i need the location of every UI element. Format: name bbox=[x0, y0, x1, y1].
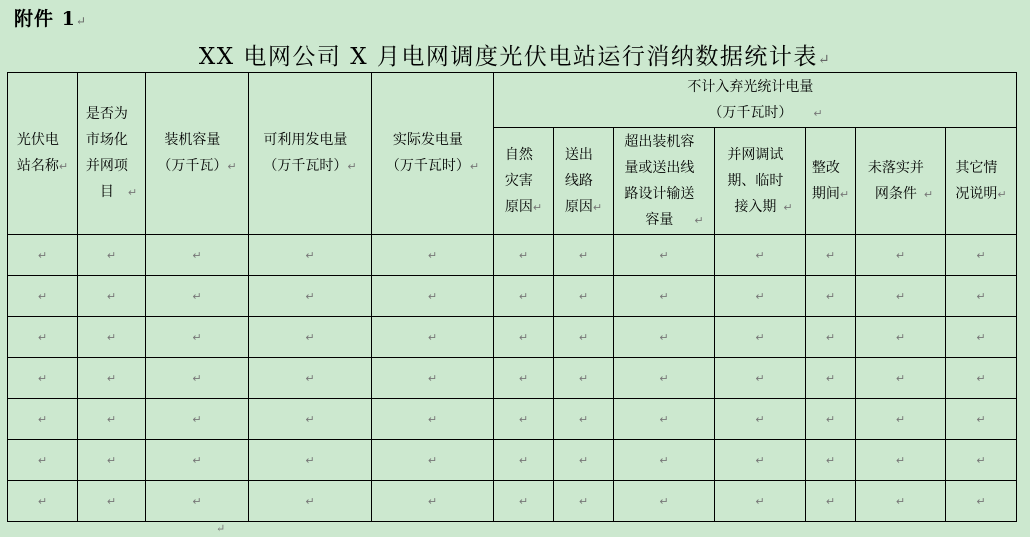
paragraph-mark: ↵ bbox=[192, 494, 202, 508]
paragraph-mark: ↵ bbox=[518, 371, 529, 385]
table-cell[interactable] bbox=[614, 358, 715, 399]
paragraph-mark: ↵ bbox=[755, 494, 765, 508]
paragraph-mark: ↵ bbox=[578, 248, 589, 262]
table-cell[interactable] bbox=[249, 276, 372, 317]
paragraph-mark: ↵ bbox=[192, 371, 202, 385]
table-cell[interactable] bbox=[249, 481, 372, 522]
header-available-generation: 可利用发电量 （万千瓦时）↵ bbox=[249, 73, 372, 235]
paragraph-mark: ↵ bbox=[895, 453, 906, 467]
table-cell[interactable] bbox=[372, 276, 494, 317]
table-cell[interactable] bbox=[554, 317, 614, 358]
paragraph-mark: ↵ bbox=[427, 494, 438, 508]
statistics-table bbox=[7, 72, 1017, 522]
paragraph-mark: ↵ bbox=[578, 494, 589, 508]
table-cell[interactable] bbox=[715, 276, 806, 317]
paragraph-mark: ↵ bbox=[37, 248, 48, 262]
paragraph-mark: ↵ bbox=[659, 494, 669, 508]
paragraph-mark: ↵ bbox=[755, 453, 765, 467]
paragraph-mark: ↵ bbox=[192, 330, 202, 344]
paragraph-mark: ↵ bbox=[518, 289, 529, 303]
paragraph-mark: ↵ bbox=[427, 289, 438, 303]
table-cell[interactable] bbox=[856, 481, 946, 522]
paragraph-mark: ↵ bbox=[518, 453, 529, 467]
paragraph-mark: ↵ bbox=[305, 371, 315, 385]
table-cell[interactable] bbox=[856, 276, 946, 317]
table-cell[interactable] bbox=[946, 440, 1017, 481]
table-cell[interactable] bbox=[78, 481, 146, 522]
paragraph-mark: ↵ bbox=[895, 248, 906, 262]
table-cell[interactable] bbox=[715, 358, 806, 399]
table-cell[interactable] bbox=[614, 440, 715, 481]
table-cell[interactable] bbox=[78, 399, 146, 440]
header-actual-generation: 实际发电量 （万千瓦时）↵ bbox=[372, 73, 494, 235]
paragraph-mark: ↵ bbox=[755, 248, 765, 262]
paragraph-mark: ↵ bbox=[895, 371, 906, 385]
table-cell[interactable] bbox=[554, 440, 614, 481]
table-cell[interactable] bbox=[249, 358, 372, 399]
header-market-project: 是否为 市场化 并网项 目 ↵ bbox=[78, 73, 146, 235]
paragraph-mark: ↵ bbox=[895, 330, 906, 344]
table-row bbox=[8, 317, 1017, 358]
table-cell[interactable] bbox=[78, 276, 146, 317]
table-cell[interactable] bbox=[8, 276, 78, 317]
table-cell[interactable] bbox=[494, 440, 554, 481]
table-cell[interactable] bbox=[806, 440, 856, 481]
table-cell[interactable] bbox=[856, 399, 946, 440]
paragraph-mark: ↵ bbox=[106, 330, 117, 344]
table-cell[interactable] bbox=[614, 317, 715, 358]
table-cell[interactable] bbox=[946, 235, 1017, 276]
header-capacity: 装机容量 （万千瓦）↵ bbox=[146, 73, 249, 235]
header-not-implemented: 未落实并 网条件 ↵ bbox=[856, 128, 946, 235]
paragraph-mark: ↵ bbox=[976, 289, 986, 303]
paragraph-mark: ↵ bbox=[216, 522, 226, 535]
paragraph-mark: ↵ bbox=[192, 453, 202, 467]
table-cell[interactable] bbox=[146, 358, 249, 399]
table-cell[interactable] bbox=[494, 317, 554, 358]
paragraph-mark: ↵ bbox=[518, 412, 529, 426]
table-row bbox=[8, 440, 1017, 481]
table-cell[interactable] bbox=[8, 358, 78, 399]
table-cell[interactable] bbox=[249, 317, 372, 358]
table-cell[interactable] bbox=[8, 235, 78, 276]
attachment-label: 附件 1↵ bbox=[14, 8, 87, 30]
table-cell[interactable] bbox=[146, 317, 249, 358]
paragraph-mark: ↵ bbox=[578, 330, 589, 344]
table-cell[interactable] bbox=[856, 317, 946, 358]
paragraph-mark: ↵ bbox=[578, 371, 589, 385]
table-cell[interactable] bbox=[614, 399, 715, 440]
paragraph-mark: ↵ bbox=[825, 371, 836, 385]
paragraph-mark: ↵ bbox=[427, 330, 438, 344]
paragraph-mark: ↵ bbox=[976, 453, 986, 467]
paragraph-mark: ↵ bbox=[106, 289, 117, 303]
table-cell[interactable] bbox=[372, 399, 494, 440]
header-station-name: 光伏电 站名称↵ bbox=[8, 73, 78, 235]
table-cell[interactable] bbox=[8, 481, 78, 522]
paragraph-mark: ↵ bbox=[659, 330, 669, 344]
paragraph-mark: ↵ bbox=[817, 52, 832, 68]
paragraph-mark: ↵ bbox=[518, 330, 529, 344]
document-title: XX 电网公司 X 月电网调度光伏电站运行消纳数据统计表↵ bbox=[198, 44, 832, 70]
paragraph-mark: ↵ bbox=[976, 412, 986, 426]
paragraph-mark: ↵ bbox=[755, 289, 765, 303]
table-cell[interactable] bbox=[806, 481, 856, 522]
paragraph-mark: ↵ bbox=[305, 453, 315, 467]
table-cell[interactable] bbox=[806, 317, 856, 358]
header-other-notes: 其它情 况说明↵ bbox=[946, 128, 1017, 235]
table-cell[interactable] bbox=[494, 481, 554, 522]
paragraph-mark: ↵ bbox=[427, 248, 438, 262]
table-cell[interactable] bbox=[715, 399, 806, 440]
table-cell[interactable] bbox=[856, 440, 946, 481]
paragraph-mark: ↵ bbox=[37, 289, 48, 303]
paragraph-mark: ↵ bbox=[825, 494, 836, 508]
table-cell[interactable] bbox=[372, 440, 494, 481]
paragraph-mark: ↵ bbox=[976, 248, 986, 262]
paragraph-mark: ↵ bbox=[37, 330, 48, 344]
paragraph-mark: ↵ bbox=[192, 248, 202, 262]
paragraph-mark: ↵ bbox=[755, 371, 765, 385]
header-excluded-group: 不计入弃光统计电量 （万千瓦时） ↵ bbox=[494, 73, 1017, 128]
table-cell[interactable] bbox=[8, 399, 78, 440]
header-rectification: 整改 期间↵ bbox=[806, 128, 856, 235]
paragraph-mark: ↵ bbox=[37, 371, 48, 385]
paragraph-mark: ↵ bbox=[755, 330, 765, 344]
header-natural-disaster: 自然 灾害 原因↵ bbox=[494, 128, 554, 235]
paragraph-mark: ↵ bbox=[895, 412, 906, 426]
table-cell[interactable] bbox=[78, 317, 146, 358]
table-cell[interactable] bbox=[806, 235, 856, 276]
paragraph-mark: ↵ bbox=[895, 289, 906, 303]
header-exceed-capacity: 超出装机容 量或送出线 路设计输送 容量 ↵ bbox=[614, 128, 715, 235]
paragraph-mark: ↵ bbox=[825, 248, 836, 262]
paragraph-mark: ↵ bbox=[192, 289, 202, 303]
table-cell[interactable] bbox=[946, 358, 1017, 399]
table-cell[interactable] bbox=[146, 276, 249, 317]
table-row bbox=[8, 276, 1017, 317]
table-cell[interactable] bbox=[554, 276, 614, 317]
paragraph-mark: ↵ bbox=[825, 412, 836, 426]
table-cell[interactable] bbox=[372, 358, 494, 399]
paragraph-mark: ↵ bbox=[895, 494, 906, 508]
paragraph-mark: ↵ bbox=[106, 248, 117, 262]
paragraph-mark: ↵ bbox=[578, 289, 589, 303]
table-cell[interactable] bbox=[806, 276, 856, 317]
paragraph-mark: ↵ bbox=[75, 14, 87, 28]
table-row bbox=[8, 235, 1017, 276]
table-cell[interactable] bbox=[146, 481, 249, 522]
table-cell[interactable] bbox=[554, 358, 614, 399]
table-cell[interactable] bbox=[372, 317, 494, 358]
table-cell[interactable] bbox=[8, 440, 78, 481]
paragraph-mark: ↵ bbox=[305, 412, 315, 426]
table-cell[interactable] bbox=[146, 399, 249, 440]
paragraph-mark: ↵ bbox=[427, 412, 438, 426]
paragraph-mark: ↵ bbox=[825, 330, 836, 344]
paragraph-mark: ↵ bbox=[305, 494, 315, 508]
paragraph-mark: ↵ bbox=[976, 371, 986, 385]
paragraph-mark: ↵ bbox=[106, 453, 117, 467]
paragraph-mark: ↵ bbox=[427, 371, 438, 385]
table-cell[interactable] bbox=[372, 235, 494, 276]
paragraph-mark: ↵ bbox=[659, 289, 669, 303]
paragraph-mark: ↵ bbox=[518, 494, 529, 508]
table-row bbox=[8, 399, 1017, 440]
paragraph-mark: ↵ bbox=[106, 371, 117, 385]
table-cell[interactable] bbox=[946, 317, 1017, 358]
table-cell[interactable] bbox=[715, 481, 806, 522]
table-row bbox=[8, 358, 1017, 399]
table-cell[interactable] bbox=[554, 481, 614, 522]
paragraph-mark: ↵ bbox=[305, 330, 315, 344]
table-cell[interactable] bbox=[8, 317, 78, 358]
table-cell[interactable] bbox=[715, 317, 806, 358]
paragraph-mark: ↵ bbox=[659, 248, 669, 262]
paragraph-mark: ↵ bbox=[825, 453, 836, 467]
table-cell[interactable] bbox=[249, 440, 372, 481]
header-grid-debug: 并网调试 期、临时 接入期 ↵ bbox=[715, 128, 806, 235]
table-cell[interactable] bbox=[146, 440, 249, 481]
table-cell[interactable] bbox=[946, 399, 1017, 440]
table-cell[interactable] bbox=[856, 358, 946, 399]
paragraph-mark: ↵ bbox=[976, 494, 986, 508]
table-cell[interactable] bbox=[146, 235, 249, 276]
table-cell[interactable] bbox=[856, 235, 946, 276]
paragraph-mark: ↵ bbox=[106, 412, 117, 426]
paragraph-mark: ↵ bbox=[578, 453, 589, 467]
paragraph-mark: ↵ bbox=[976, 330, 986, 344]
paragraph-mark: ↵ bbox=[659, 371, 669, 385]
paragraph-mark: ↵ bbox=[305, 289, 315, 303]
paragraph-mark: ↵ bbox=[825, 289, 836, 303]
table-cell[interactable] bbox=[715, 440, 806, 481]
table-cell[interactable] bbox=[78, 235, 146, 276]
paragraph-mark: ↵ bbox=[427, 453, 438, 467]
paragraph-mark: ↵ bbox=[192, 412, 202, 426]
table-cell[interactable] bbox=[494, 358, 554, 399]
table-cell[interactable] bbox=[806, 399, 856, 440]
table-cell[interactable] bbox=[554, 235, 614, 276]
paragraph-mark: ↵ bbox=[106, 494, 117, 508]
table-cell[interactable] bbox=[946, 481, 1017, 522]
table-cell[interactable] bbox=[78, 440, 146, 481]
table-cell[interactable] bbox=[494, 399, 554, 440]
paragraph-mark: ↵ bbox=[518, 248, 529, 262]
paragraph-mark: ↵ bbox=[659, 412, 669, 426]
header-line-reason: 送出 线路 原因↵ bbox=[554, 128, 614, 235]
table-cell[interactable] bbox=[249, 399, 372, 440]
table-cell[interactable] bbox=[946, 276, 1017, 317]
paragraph-mark: ↵ bbox=[37, 453, 48, 467]
table-cell[interactable] bbox=[494, 276, 554, 317]
table-cell[interactable] bbox=[614, 481, 715, 522]
table-cell[interactable] bbox=[494, 235, 554, 276]
table-cell[interactable] bbox=[78, 358, 146, 399]
paragraph-mark: ↵ bbox=[755, 412, 765, 426]
table-cell[interactable] bbox=[554, 399, 614, 440]
paragraph-mark: ↵ bbox=[37, 412, 48, 426]
paragraph-mark: ↵ bbox=[37, 494, 48, 508]
table-cell[interactable] bbox=[614, 276, 715, 317]
paragraph-mark: ↵ bbox=[659, 453, 669, 467]
paragraph-mark: ↵ bbox=[305, 248, 315, 262]
paragraph-mark: ↵ bbox=[578, 412, 589, 426]
table-cell[interactable] bbox=[715, 235, 806, 276]
table-row bbox=[8, 481, 1017, 522]
table-cell[interactable] bbox=[249, 235, 372, 276]
table-cell[interactable] bbox=[614, 235, 715, 276]
table-cell[interactable] bbox=[806, 358, 856, 399]
table-cell[interactable] bbox=[372, 481, 494, 522]
